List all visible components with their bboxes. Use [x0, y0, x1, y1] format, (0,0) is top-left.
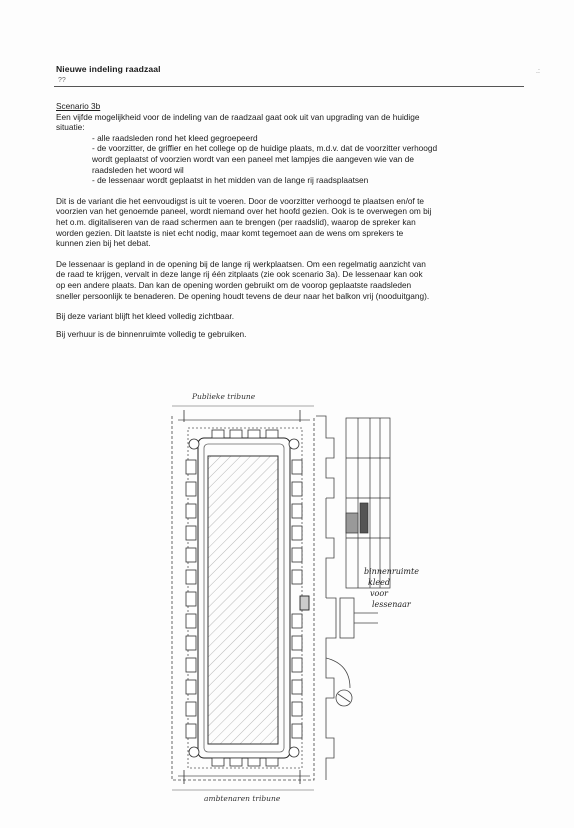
bullet-line: wordt geplaatst of voorzien wordt van een paneel met lampjes die aangeven wie van de: [92, 153, 414, 164]
header-divider: [54, 86, 524, 87]
para3: Bij deze variant blijft het kleed volledig zichtbaar.: [56, 311, 235, 322]
para1-line: worden gezien. Dit laatste is niet echt nodig, maar komt tegemoet aan de wens om sprekers te: [56, 227, 404, 238]
handwritten-line: binnenruimte: [364, 567, 419, 576]
handwritten-line: voor: [370, 589, 388, 598]
intro-line-2: situatie:: [56, 122, 85, 133]
document-body: [56, 101, 526, 339]
para1-line: het o.m. digitaliseren van de raad schermen aan te brengen (per raadslid), waarop de spreker kan: [56, 216, 416, 227]
bullet-line: - alle raadsleden rond het kleed gegroepeerd: [92, 132, 258, 143]
handwritten-line: lessenaar: [372, 600, 411, 609]
handwritten-line: kleed: [368, 578, 390, 587]
para1-line: kunnen zien bij het debat.: [56, 238, 151, 249]
scenario-heading: Scenario 3b: [56, 101, 101, 111]
corner-mark: .:: [536, 68, 540, 75]
intro-line-1: Een vijfde mogelijkheid voor de indeling van de raadzaal gaat ook uit van upgrading van de huidige: [56, 111, 420, 122]
para1-line: voorzien van het genoemde paneel, wordt niemand over het hoofd gezien. Ook is te overwegen om bij: [56, 206, 432, 217]
scenario-bullets: [56, 133, 526, 186]
bullet-line: - de lessenaar wordt geplaatst in het midden van de lange rij raadsplaatsen: [92, 175, 369, 186]
para2-line: de raad te krijgen, vervalt in deze lange rij één zitplaats (zie ook scenario 3a). De lessenaar kan ook: [56, 269, 423, 280]
floor-plan-drawing: [150, 398, 530, 808]
para4: Bij verhuur is de binnenruimte volledig te gebruiken.: [56, 328, 247, 339]
para1-line: Dit is de variant die het eenvoudigst is uit te voeren. Door de voorzitter verhoogd te plaatsen en/of te: [56, 195, 425, 206]
bullet-line: - de voorzitter, de griffier en het college op de huidige plaats, m.d.v. dat de voorzitter verhoogd: [92, 143, 438, 154]
bullet-line: raadsleden het woord wil: [92, 164, 184, 175]
para2-line: op een andere plaats. Dan kan de opening worden gebruikt om de voorop geplaatste raadsleden: [56, 279, 412, 290]
floor-plan: [150, 392, 530, 808]
public-gallery-label: Publieke tribune: [192, 392, 256, 401]
page-title: Nieuwe indeling raadzaal: [56, 64, 161, 74]
officials-gallery-label: ambtenaren tribune: [204, 794, 281, 803]
handwritten-note: [364, 566, 419, 610]
page-subtitle-mark: ??: [58, 77, 66, 84]
para2-line: De lessenaar is gepland in de opening bij de lange rij werkplaatsen. Om een regelmatig aanzicht van: [56, 258, 426, 269]
para2-line: sneller persoonlijk te benaderen. De opening houdt tevens de deur naar het balkon vrij (nooduitgang).: [56, 290, 430, 301]
